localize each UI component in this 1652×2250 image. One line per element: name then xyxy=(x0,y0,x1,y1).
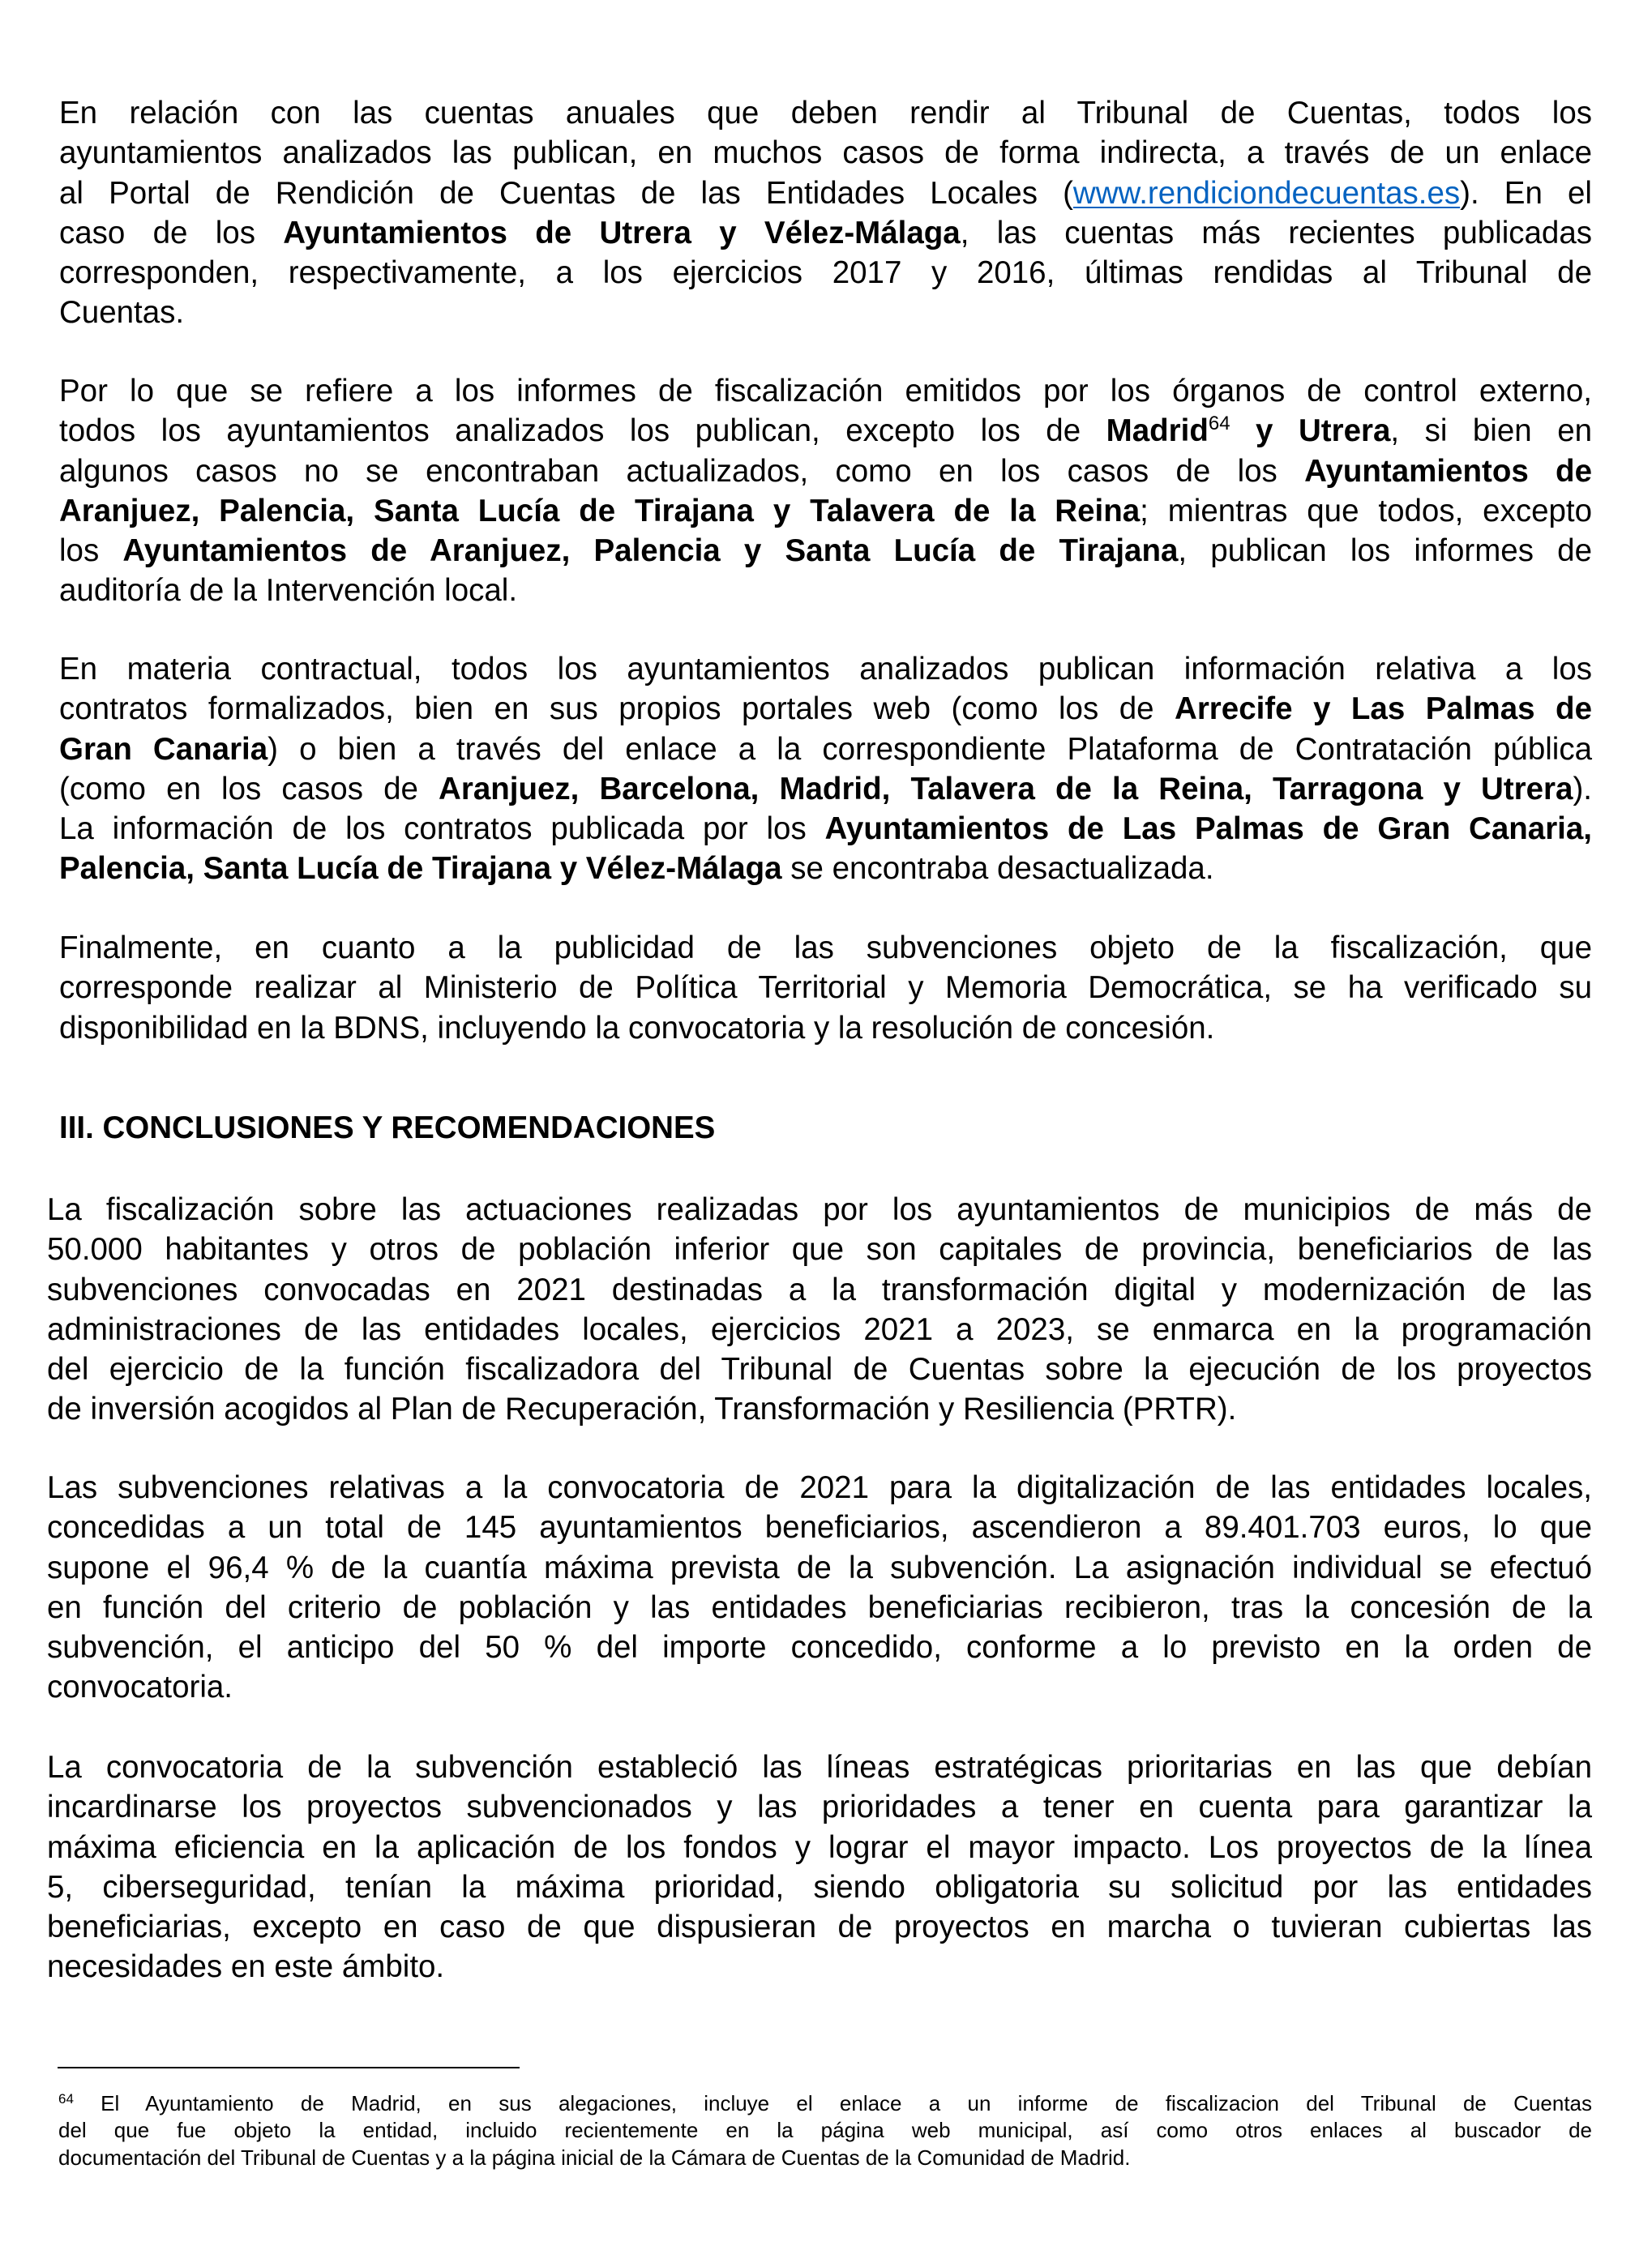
text-line xyxy=(47,1190,1592,1230)
text-run: corresponden, respectivamente, a los ejercicios 2017 y 2016, últimas rendidas al Tribunal de xyxy=(59,255,1592,291)
text-run: ) o bien a través del enlace a la correspondiente Plataforma de Contratación pública xyxy=(267,731,1592,767)
footnote-64 xyxy=(58,2090,1592,2171)
text-run: 5, ciberseguridad, tenían la máxima prioridad, siendo obligatoria su solicitud por las entidades xyxy=(47,1869,1592,1905)
text-line xyxy=(59,451,1592,491)
text-line xyxy=(59,411,1592,451)
text-line xyxy=(59,769,1592,809)
text-run: subvenciones convocadas en 2021 destinadas a la transformación digital y modernización de las xyxy=(47,1272,1592,1307)
bold-text: Aranjuez, Barcelona, Madrid, Talavera de la Reina, Tarragona y Utrera xyxy=(439,771,1573,806)
text-line xyxy=(59,809,1592,849)
text-line xyxy=(47,1350,1592,1389)
text-line xyxy=(59,253,1592,293)
text-run: La fiscalización sobre las actuaciones realizadas por los ayuntamientos de municipios de más de xyxy=(47,1192,1592,1227)
bold-text: Ayuntamientos de Utrera y Vélez-Málaga xyxy=(283,215,961,250)
text-run: de inversión acogidos al Plan de Recuperación, Transformación y Resiliencia (PRTR). xyxy=(47,1392,1237,1427)
text-run: al Portal de Rendición de Cuentas de las Entidades Locales ( xyxy=(59,175,1073,211)
text-line xyxy=(59,571,1592,610)
text-run: los xyxy=(59,533,123,569)
text-run: ). xyxy=(1573,771,1592,806)
text-line xyxy=(59,173,1592,213)
bold-text: Aranjuez, Palencia, Santa Lucía de Tirajana y Talavera de la Reina xyxy=(59,493,1141,528)
text-line xyxy=(59,293,1592,332)
text-run: (como en los casos de xyxy=(59,771,439,806)
text-line xyxy=(47,1867,1592,1907)
footnote-text: El Ayuntamiento de Madrid, en sus alegaciones, incluye el enlace a un informe de fiscalizacion del Tribunal de Cuentas xyxy=(73,2091,1592,2115)
bold-text: Gran Canaria xyxy=(59,731,268,767)
text-run: concedidas a un total de 145 ayuntamientos beneficiarios, ascendieron a 89.401.703 euros, lo que xyxy=(47,1510,1592,1546)
text-line xyxy=(47,1628,1592,1667)
text-line xyxy=(59,689,1592,729)
text-run: caso de los xyxy=(59,215,284,250)
text-run: subvención, el anticipo del 50 % del importe concedido, conforme a lo previsto en la orden de xyxy=(47,1630,1592,1666)
footnote-line: del que fue objeto la entidad, incluido recientemente en la página web municipal, así como otros enlaces al buscador de xyxy=(58,2118,1592,2143)
paragraph-conclusion-convocatoria xyxy=(47,1747,1592,1987)
paragraph-conclusion-fiscalizacion xyxy=(47,1190,1592,1430)
text-run: ). En el xyxy=(1460,175,1592,211)
section-heading: III. CONCLUSIONES Y RECOMENDACIONES xyxy=(59,1110,716,1145)
text-run: en función del criterio de población y las entidades beneficiarias recibieron, tras la concesión de la xyxy=(47,1589,1592,1625)
text-line xyxy=(47,1667,1592,1707)
text-line xyxy=(47,1270,1592,1310)
footnote-number: 64 xyxy=(58,2091,74,2107)
text-line xyxy=(47,1389,1592,1429)
text-line xyxy=(47,1828,1592,1867)
text-run: convocatoria. xyxy=(47,1670,233,1705)
text-run: necesidades en este ámbito. xyxy=(47,1949,445,1985)
text-run: , publican los informes de xyxy=(1178,533,1592,569)
text-line xyxy=(47,1468,1592,1508)
text-line xyxy=(47,1787,1592,1827)
text-run: se encontraba desactualizada. xyxy=(781,851,1214,887)
text-run: corresponde realizar al Ministerio de Política Territorial y Memoria Democrática, se ha verificado su xyxy=(59,970,1592,1006)
text-run: del ejercicio de la función fiscalizadora del Tribunal de Cuentas sobre la ejecución de los proyectos xyxy=(47,1352,1592,1388)
text-line xyxy=(59,649,1592,689)
text-run: ayuntamientos analizados las publican, en muchos casos de forma indirecta, a través de un enlace xyxy=(59,135,1592,171)
paragraph-publicidad-subvenciones xyxy=(59,928,1592,1048)
text-run: administraciones de las entidades locales, ejercicios 2021 a 2023, se enmarca en la programación xyxy=(47,1311,1592,1347)
text-line xyxy=(47,1747,1592,1787)
text-line xyxy=(59,1008,1592,1048)
text-run: Finalmente, en cuanto a la publicidad de las subvenciones objeto de la fiscalización, que xyxy=(59,930,1592,965)
text-line xyxy=(59,928,1592,968)
text-line xyxy=(59,729,1592,769)
text-run: contratos formalizados, bien en sus propios portales web (como los de xyxy=(59,691,1175,727)
text-run: todos los ayuntamientos analizados los publican, excepto los de xyxy=(59,413,1106,449)
text-run: 50.000 habitantes y otros de población inferior que son capitales de provincia, beneficiarios de las xyxy=(47,1232,1592,1268)
text-run: La información de los contratos publicada por los xyxy=(59,811,825,847)
text-line xyxy=(47,1230,1592,1269)
bold-text: Ayuntamientos de Aranjuez, Palencia y Santa Lucía de Tirajana xyxy=(122,533,1179,569)
text-line xyxy=(59,371,1592,411)
text-line xyxy=(59,133,1592,173)
text-line xyxy=(59,968,1592,1007)
bold-text: Ayuntamientos de xyxy=(1304,453,1592,489)
text-line xyxy=(47,1548,1592,1588)
text-line xyxy=(47,1947,1592,1987)
text-run: auditoría de la Intervención local. xyxy=(59,573,518,609)
footnote-reference[interactable]: 64 xyxy=(1208,413,1230,435)
text-run: beneficiarias, excepto en caso de que dispusieran de proyectos en marcha o tuvieran cubiertas las xyxy=(47,1910,1592,1945)
text-run: En relación con las cuentas anuales que deben rendir al Tribunal de Cuentas, todos los xyxy=(59,96,1592,130)
text-line xyxy=(59,531,1592,571)
bold-text: Ayuntamientos de Las Palmas de Gran Canaria, xyxy=(824,811,1592,847)
footnote-separator xyxy=(58,2067,520,2068)
footnote-line xyxy=(58,2090,1592,2117)
text-run: Por lo que se refiere a los informes de fiscalización emitidos por los órganos de control externo, xyxy=(59,374,1592,409)
text-run: En materia contractual, todos los ayuntamientos analizados publican información relativa a los xyxy=(59,652,1592,687)
text-line xyxy=(47,1508,1592,1547)
text-run: supone el 96,4 % de la cuantía máxima prevista de la subvención. La asignación individual se efectuó xyxy=(47,1550,1592,1585)
text-line xyxy=(47,1310,1592,1350)
text-run: La convocatoria de la subvención estableció las líneas estratégicas prioritarias en las que debían xyxy=(47,1750,1592,1785)
paragraph-materia-contractual xyxy=(59,649,1592,889)
text-line xyxy=(59,491,1592,531)
bold-text: Madrid xyxy=(1106,413,1209,449)
text-run: incardinarse los proyectos subvencionados y las prioridades a tener en cuenta para garantizar la xyxy=(47,1790,1592,1825)
bold-text: Arrecife y Las Palmas de xyxy=(1175,691,1592,727)
text-line xyxy=(59,849,1592,888)
paragraph-informes-fiscalizacion xyxy=(59,371,1592,611)
text-run: disponibilidad en la BDNS, incluyendo la convocatoria y la resolución de concesión. xyxy=(59,1010,1215,1046)
text-line xyxy=(59,213,1592,253)
text-line xyxy=(59,93,1592,133)
paragraph-cuentas-anuales xyxy=(59,93,1592,333)
text-run: Las subvenciones relativas a la convocatoria de 2021 para la digitalización de las entidades locales, xyxy=(47,1470,1592,1505)
text-run: , las cuentas más recientes publicadas xyxy=(960,215,1592,250)
text-line xyxy=(47,1588,1592,1628)
bold-text: Palencia, Santa Lucía de Tirajana y Vélez-Málaga xyxy=(59,851,782,887)
text-run: ; mientras que todos, excepto xyxy=(1140,493,1592,528)
rendiciondecuentas-link[interactable]: www.rendiciondecuentas.es xyxy=(1072,175,1461,211)
footnote-line: documentación del Tribunal de Cuentas y a la página inicial de la Cámara de Cuentas de la Comunidad de Madrid. xyxy=(58,2145,1131,2170)
text-run: Cuentas. xyxy=(59,295,185,331)
text-line xyxy=(47,1907,1592,1947)
text-run: algunos casos no se encontraban actualizados, como en los casos de los xyxy=(59,453,1305,489)
text-run: máxima eficiencia en la aplicación de los fondos y lograr el mayor impacto. Los proyectos de la línea xyxy=(47,1829,1592,1865)
text-run: , si bien en xyxy=(1390,413,1593,449)
bold-text: y Utrera xyxy=(1230,413,1391,449)
paragraph-conclusion-subvenciones xyxy=(47,1468,1592,1708)
